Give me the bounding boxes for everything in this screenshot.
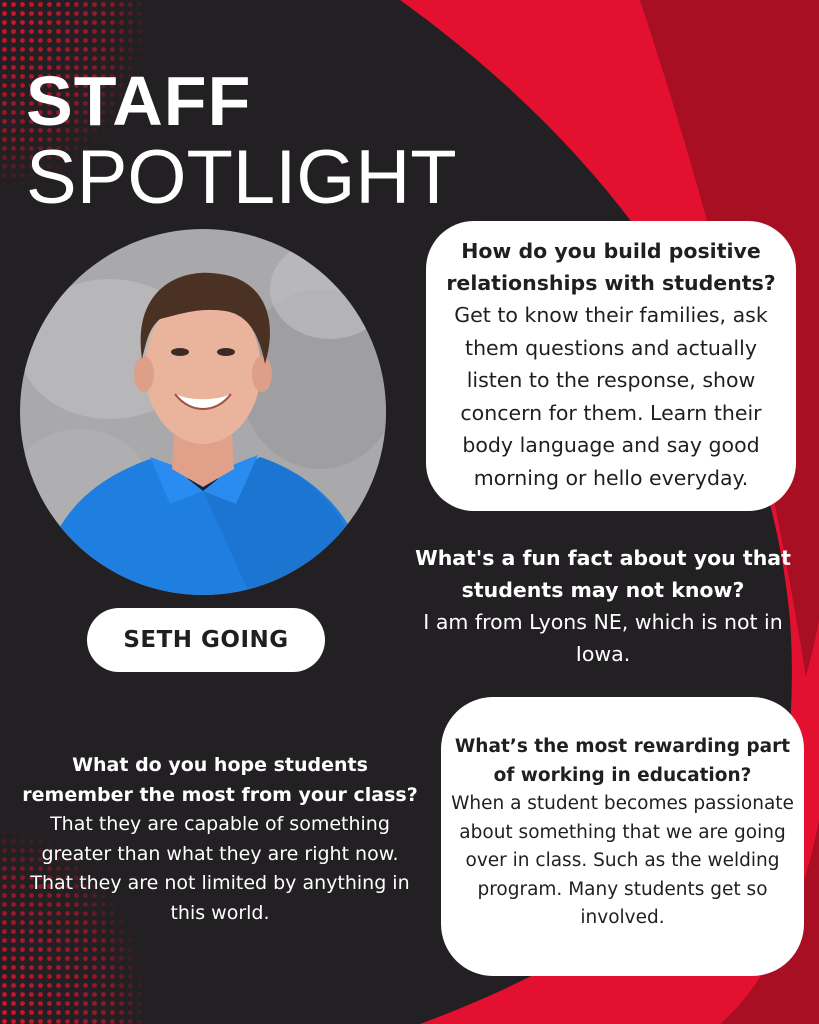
title-staff: STAFF <box>26 62 252 140</box>
question-fun-fact: What's a fun fact about you that students may not know? <box>415 546 791 602</box>
answer-rewarding: When a student becomes passionate about something that we are going over in class. Such as the welding program. Many students get so involved. <box>451 793 794 928</box>
answer-remember: That they are capable of something greater than what they are right now. That they are not limited by anything in this world. <box>30 813 410 924</box>
qa-card-relationships <box>426 221 796 511</box>
answer-fun-fact: I am from Lyons NE, which is not in Iowa. <box>423 610 783 666</box>
right-ear <box>252 356 272 392</box>
left-ear <box>134 356 154 392</box>
title-spotlight: SPOTLIGHT <box>26 135 457 220</box>
answer-relationships: Get to know their families, ask them questions and actually listen to the response, show concern for them. Learn their body language and say good morning or hello everyday. <box>454 303 768 490</box>
right-eye <box>217 348 235 356</box>
qa-fun-fact <box>414 542 792 670</box>
staff-name: SETH GOING <box>123 627 289 653</box>
person-portrait-icon <box>20 229 386 595</box>
question-rewarding: What’s the most rewarding part of working in education? <box>454 736 791 786</box>
left-eye <box>171 348 189 356</box>
qa-card-rewarding <box>441 697 804 976</box>
question-remember: What do you hope students remember the most from your class? <box>22 754 418 806</box>
name-badge <box>87 608 325 672</box>
profile-photo <box>20 229 386 595</box>
qa-remember <box>18 751 422 928</box>
question-relationships: How do you build positive relationships with students? <box>446 239 776 295</box>
